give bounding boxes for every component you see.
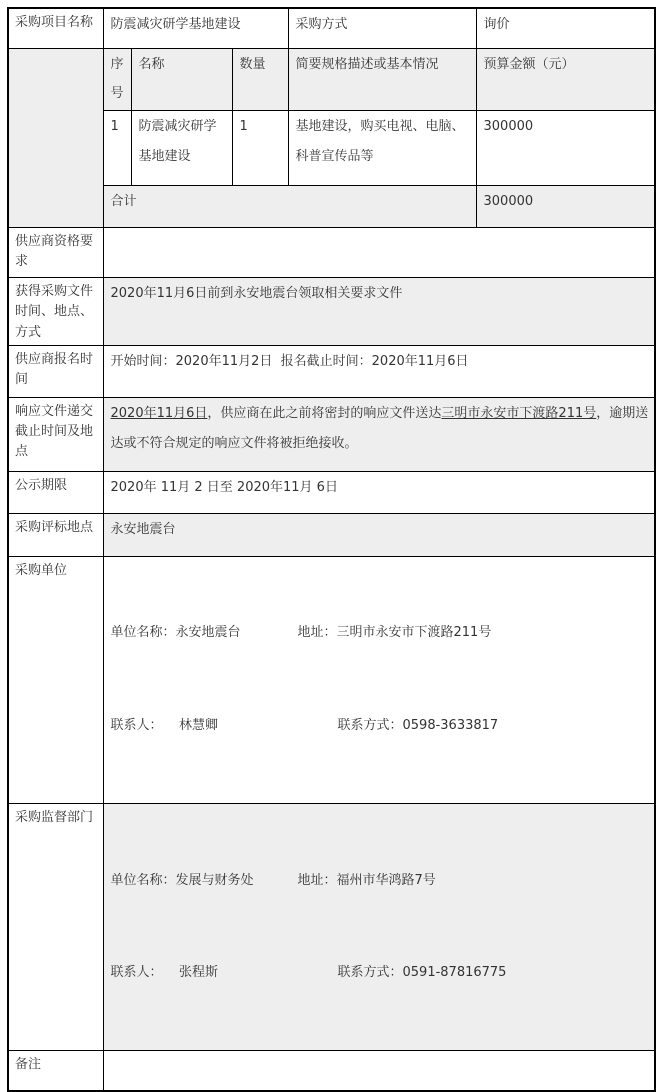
item-name: 防震减灾研学基地建设 (131, 111, 232, 186)
merged-empty-cell (8, 48, 103, 228)
purchaser-label: 采购单位 (8, 556, 103, 803)
purchaser-unit-name: 单位名称：永安地震台 (110, 625, 241, 641)
total-label: 合计 (103, 186, 476, 228)
supervisor-contact-phone: 联系方式：0591-87816775 (337, 965, 507, 981)
row-doc-obtain (8, 278, 655, 345)
submission-deadline-date: 2020年11月6日 (110, 405, 208, 421)
purchaser-address: 地址：三明市永安市下渡路211号 (297, 625, 492, 641)
item-qty: 1 (232, 111, 288, 186)
col-header-spec: 简要规格描述或基本情况 (288, 48, 476, 111)
doc-obtain-label: 获得采购文件时间、地点、方式 (8, 278, 103, 345)
row-supervisor (8, 804, 655, 1051)
doc-obtain-value: 2020年11月6日前到永安地震台领取相关要求文件 (103, 278, 655, 345)
supervisor-unit-name: 单位名称：发展与财务处 (110, 872, 254, 888)
col-header-qty: 数量 (232, 48, 288, 111)
evaluation-label: 采购评标地点 (8, 513, 103, 556)
row-purchaser (8, 556, 655, 803)
project-name-value: 防震减灾研学基地建设 (103, 8, 288, 48)
item-seq: 1 (103, 111, 131, 186)
purchaser-line-1 (111, 617, 650, 650)
row-item-1 (8, 111, 655, 186)
row-publicity (8, 471, 655, 513)
row-project (8, 8, 655, 48)
purchaser-contact-person: 联系人： 林慧卿 (110, 717, 219, 733)
supervisor-contact-person: 联系人： 张程斯 (110, 965, 219, 981)
procurement-notice-table (7, 7, 656, 1092)
publicity-value: 2020年 11月 2 日至 2020年11月 6日 (103, 471, 655, 513)
row-total (8, 186, 655, 228)
project-name-label: 采购项目名称 (8, 8, 103, 48)
submission-text-2: ，逾期送达或不符合规定的响应文件将被拒绝接收。 (110, 405, 649, 451)
supervisor-line-2 (111, 957, 650, 990)
col-header-seq: 序号 (103, 48, 131, 111)
purchaser-info (103, 556, 655, 803)
submission-text-1: ，供应商在此之前将密封的响应文件送达 (207, 405, 442, 421)
submission-label: 响应文件递交截止时间及地点 (8, 397, 103, 471)
purchase-method-label: 采购方式 (288, 8, 476, 48)
purchaser-line-2 (111, 710, 650, 743)
publicity-label: 公示期限 (8, 471, 103, 513)
remarks-label: 备注 (8, 1051, 103, 1091)
supervisor-label: 采购监督部门 (8, 804, 103, 1051)
purchaser-contact-phone: 联系方式：0598-3633817 (337, 717, 499, 733)
row-submission (8, 397, 655, 471)
signup-label: 供应商报名时间 (8, 345, 103, 397)
total-value: 300000 (476, 186, 655, 228)
row-signup (8, 345, 655, 397)
col-header-budget: 预算金额（元） (476, 48, 655, 111)
qualification-label: 供应商资格要求 (8, 228, 103, 278)
item-spec: 基地建设，购买电视、电脑、科普宣传品等 (288, 111, 476, 186)
row-evaluation (8, 513, 655, 556)
submission-value (103, 397, 655, 471)
row-items-header (8, 48, 655, 111)
qualification-value (103, 228, 655, 278)
submission-address: 三明市永安市下渡路211号 (441, 405, 597, 421)
col-header-name: 名称 (131, 48, 232, 111)
signup-value: 开始时间：2020年11月2日 报名截止时间：2020年11月6日 (103, 345, 655, 397)
supervisor-address: 地址：福州市华鸿路7号 (297, 872, 436, 888)
remarks-value (103, 1051, 655, 1091)
evaluation-value: 永安地震台 (103, 513, 655, 556)
purchase-method-value: 询价 (476, 8, 655, 48)
item-budget: 300000 (476, 111, 655, 186)
row-qualification (8, 228, 655, 278)
supervisor-info (103, 804, 655, 1051)
row-remarks (8, 1051, 655, 1091)
supervisor-line-1 (111, 865, 650, 898)
